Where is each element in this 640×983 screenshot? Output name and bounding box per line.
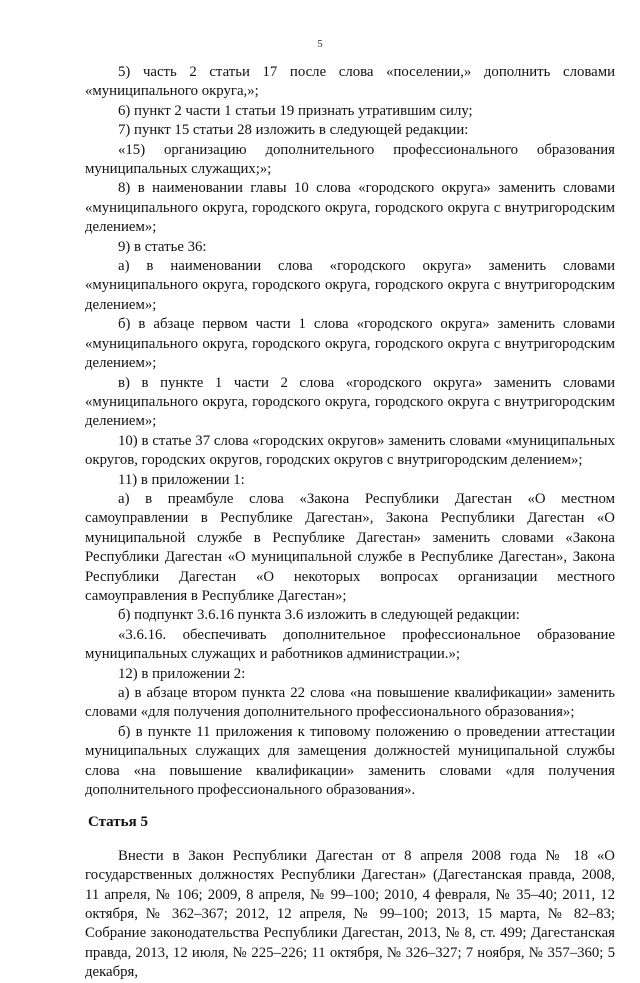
paragraph-article-5: Внести в Закон Республики Дагестан от 8 апреля 2008 года № 18 «О государственных должностях Республики Дагестан» (Дагестанская правда, 2008, 11 апреля, № 106; 2009, 8 апреля, № 99–100; 2010, 4 февраля, № 35–40; 2011, 12 октября, № 362–367; 2012, 12 апреля, № 99–100; 2013, 15 марта, № 82–83; Собрание законодательства Республики Дагестан, 2013, № 8, ст. 499; Дагестанская правда, 2013, 12 июля, № 225–226; 11 октября, № 326–327; 7 ноября, № 357–360; 5 декабря, <box>85 847 615 981</box>
paragraph-amend-6: 6) пункт 2 части 1 статьи 19 признать утратившим силу; <box>118 102 473 119</box>
paragraph-amend-11b-text: «3.6.16. обеспечивать дополнительное профессиональное образование муниципальных служащих и работников администрации.»; <box>85 626 615 663</box>
page-number: 5 <box>317 38 323 50</box>
paragraph-amend-9a: а) в наименовании слова «городского округа» заменить словами «муниципального округа, городского округа, городского округа с внутригородским делением»; <box>85 258 615 313</box>
paragraph-amend-11b: б) подпункт 3.6.16 пункта 3.6 изложить в следующей редакции: <box>118 607 520 624</box>
paragraph-amend-12b: б) в пункте 11 приложения к типовому положению о проведении аттестации муниципальных служащих для замещения должностей муниципальной службы слова «на повышение квалификации» заменить словами «для получения дополнительного профессионального образования». <box>85 723 615 799</box>
paragraph-amend-11: 11) в приложении 1: <box>118 471 245 488</box>
paragraph-amend-5: 5) часть 2 статьи 17 после слова «поселении,» дополнить словами «муниципального округа,»; <box>85 64 615 100</box>
paragraph-amend-9c: в) в пункте 1 части 2 слова «городского округа» заменить словами «муниципального округа, городского округа, городского округа с внутригородским делением»; <box>85 374 615 430</box>
paragraph-amend-12: 12) в приложении 2: <box>118 665 246 682</box>
paragraph-amend-9: 9) в статье 36: <box>118 238 207 255</box>
article-heading: Статья 5 <box>88 814 148 831</box>
paragraph-amend-9b: б) в абзаце первом части 1 слова «городского округа» заменить словами «муниципального округа, городского округа, городского округа с внутригородским делением»; <box>85 316 615 372</box>
paragraph-amend-10: 10) в статье 37 слова «городских округов» заменить словами «муниципальных округов, городских округов, городских округов с внутригородским делением»; <box>85 432 615 469</box>
paragraph-amend-12a: а) в абзаце втором пункта 22 слова «на повышение квалификации» заменить словами «для получения дополнительного профессионального образования»; <box>85 685 615 721</box>
paragraph-amend-7: 7) пункт 15 статьи 28 изложить в следующей редакции: <box>118 122 469 139</box>
paragraph-amend-11a: а) в преамбуле слова «Закона Республики Дагестан «О местном самоуправлении в Республике Дагестан», Закона Республики Дагестан «О муниципальной службе в Республике Дагестан» заменить словами «Закона Республики Дагестан «О муниципальной службе в Республике Дагестан», Закона Республики Дагестан «О некоторых вопросах организации местного самоуправления в Республике Дагестан»; <box>85 490 615 604</box>
paragraph-amend-8: 8) в наименовании главы 10 слова «городского округа» заменить словами «муниципального округа, городского округа, городского округа с внутригородским делением»; <box>85 180 615 236</box>
paragraph-amend-7-text: «15) организацию дополнительного профессионального образования муниципальных служащих;»; <box>85 141 615 178</box>
document-body <box>85 63 615 983</box>
